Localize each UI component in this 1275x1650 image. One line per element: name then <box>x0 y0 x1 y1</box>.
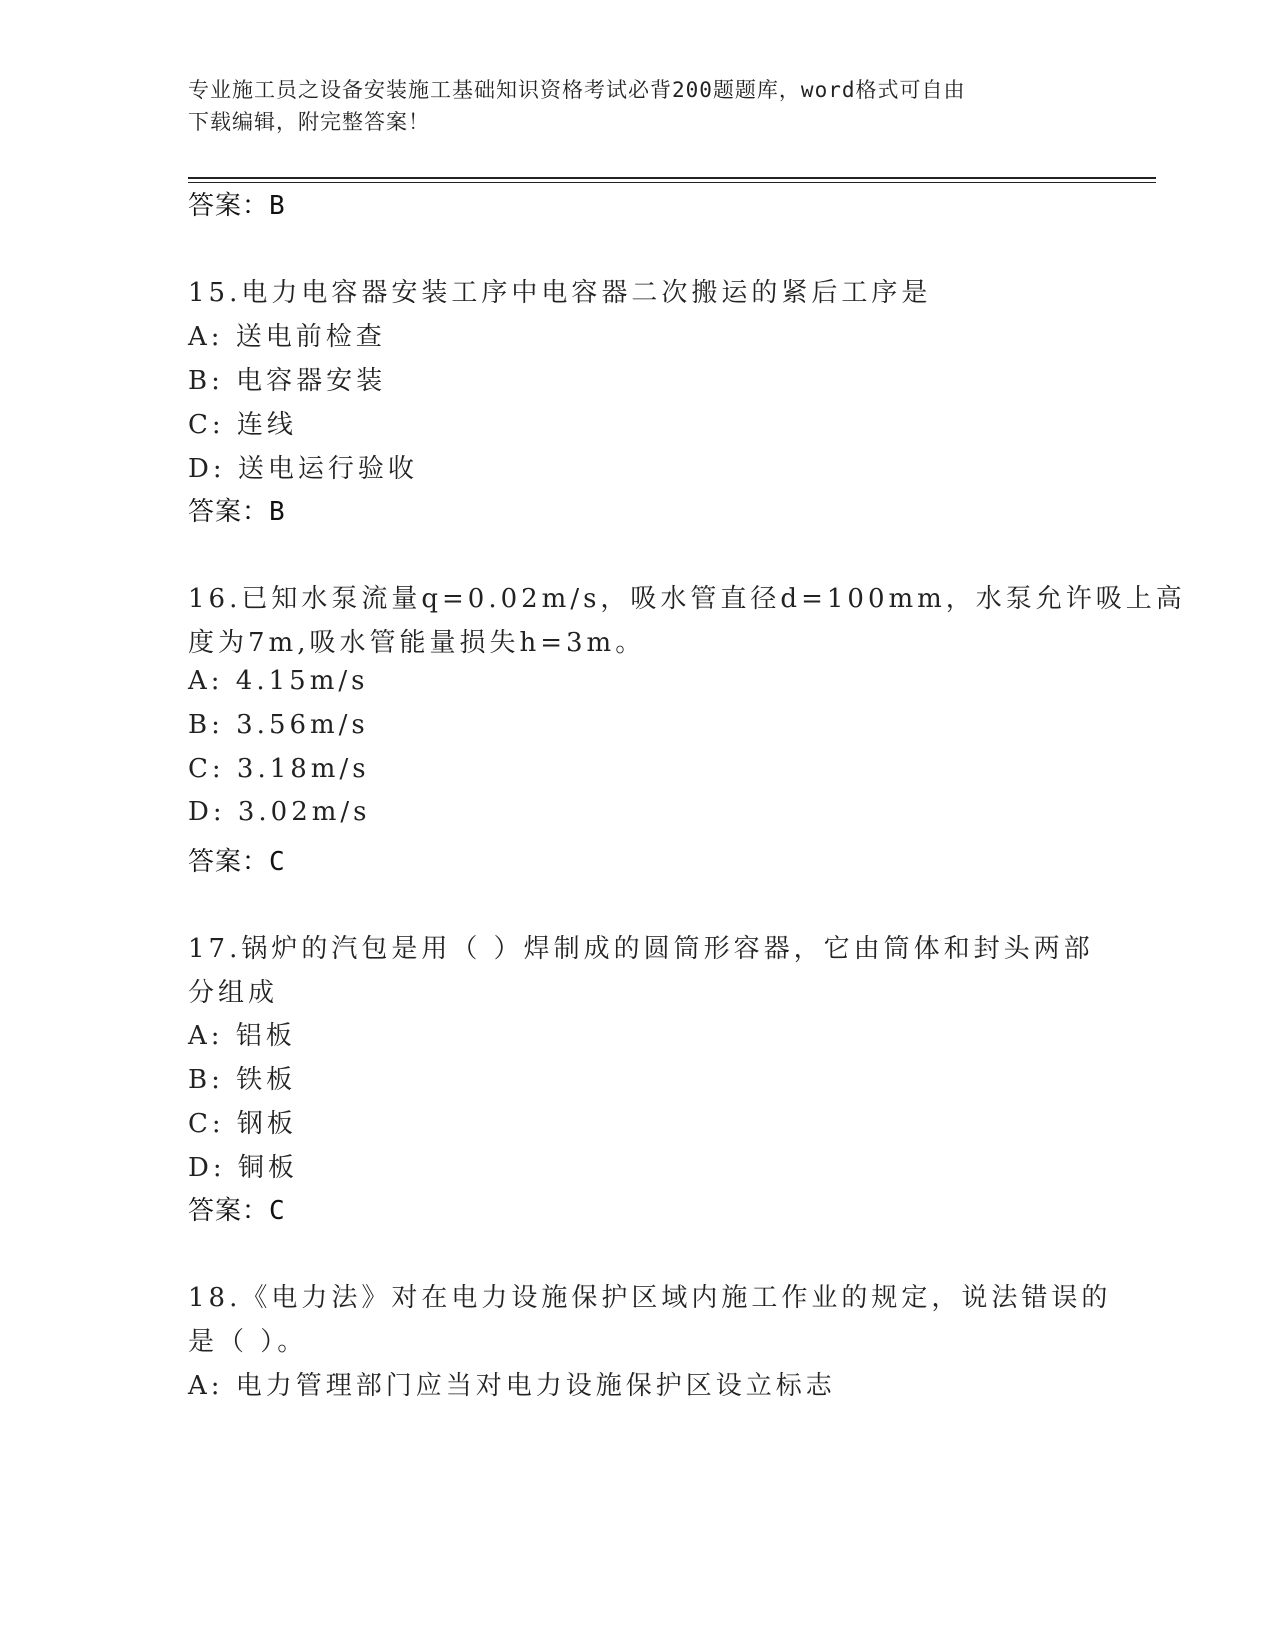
question-16-option-b: B: 3.56m/s <box>188 710 369 740</box>
question-16-answer: 答案：C <box>188 847 286 877</box>
question-15-option-d: D: 送电运行验收 <box>188 454 418 484</box>
header-line-1: 专业施工员之设备安装施工基础知识资格考试必背200题题库，word格式可自由 <box>188 78 966 102</box>
header-divider-thick <box>188 177 1156 179</box>
question-17-option-d: D: 铜板 <box>188 1153 298 1183</box>
question-17-option-c: C: 钢板 <box>188 1109 297 1139</box>
question-17-text-line-1: 17.锅炉的汽包是用（ ）焊制成的圆筒形容器，它由筒体和封头两部 <box>188 934 1094 964</box>
question-16-text-line-2: 度为7m,吸水管能量损失h=3m。 <box>188 628 646 658</box>
question-17-answer: 答案：C <box>188 1196 286 1226</box>
question-15-option-c: C: 连线 <box>188 410 297 440</box>
answer-label: 答案：B <box>188 191 286 221</box>
question-16-option-d: D: 3.02m/s <box>188 797 371 827</box>
question-16-option-c: C: 3.18m/s <box>188 754 370 784</box>
question-16-option-a: A: 4.15m/s <box>188 666 369 696</box>
question-17-text-line-2: 分组成 <box>188 978 279 1008</box>
question-18-text-line-1: 18.《电力法》对在电力设施保护区域内施工作业的规定，说法错误的 <box>188 1283 1112 1313</box>
question-18-option-a: A: 电力管理部门应当对电力设施保护区设立标志 <box>188 1371 836 1401</box>
document-header <box>188 74 1068 138</box>
header-line-2: 下载编辑，附完整答案！ <box>188 110 430 134</box>
question-18-text-line-2: 是（ ）。 <box>188 1327 308 1357</box>
question-15-option-a: A: 送电前检查 <box>188 322 386 352</box>
question-16-text-line-1: 16.已知水泵流量q=0.02m/s，吸水管直径d=100mm，水泵允许吸上高 <box>188 584 1186 614</box>
question-17-option-b: B: 铁板 <box>188 1065 297 1095</box>
question-15-text: 15.电力电容器安装工序中电容器二次搬运的紧后工序是 <box>188 278 932 308</box>
question-17-option-a: A: 铝板 <box>188 1021 296 1051</box>
question-15-option-b: B: 电容器安装 <box>188 366 387 396</box>
question-15-answer: 答案：B <box>188 497 286 527</box>
header-divider-thin <box>188 182 1156 183</box>
